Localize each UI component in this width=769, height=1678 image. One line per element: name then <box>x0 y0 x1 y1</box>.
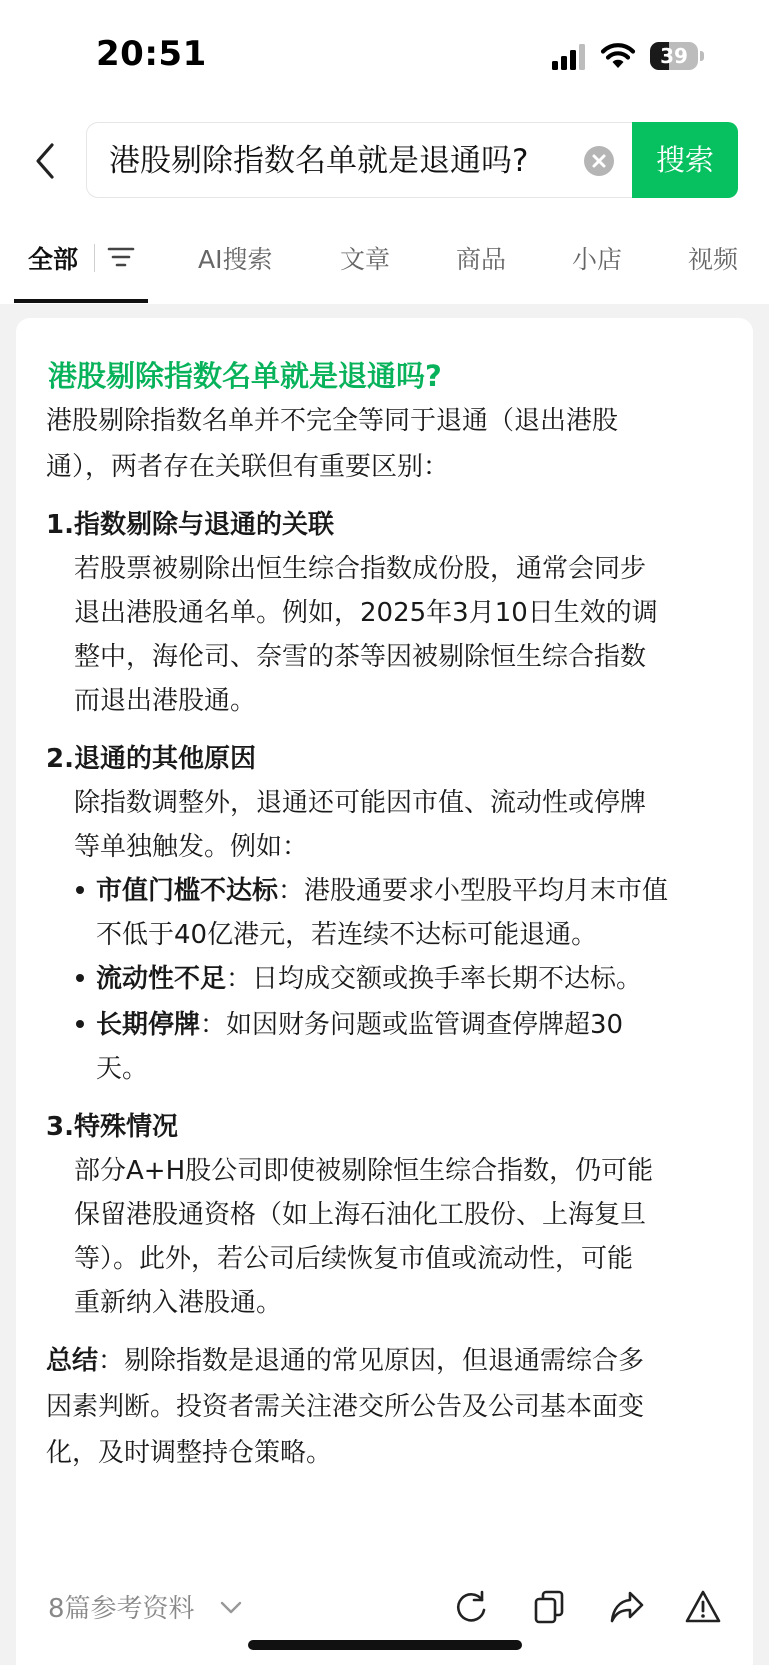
references-row <box>16 224 753 324</box>
bullet-line <box>96 956 642 1002</box>
bullet-line <box>96 868 668 914</box>
ai-answer-card <box>16 318 753 1678</box>
section-number: 1. <box>46 510 74 540</box>
search-bar-row <box>0 122 769 200</box>
section-line: 保留港股通资格（如上海石油化工股份、上海复旦 <box>74 1200 647 1230</box>
search-button[interactable]: 搜索 <box>632 122 738 198</box>
section-line: 退出港股通名单。例如，2025年3月10日生效的调 <box>74 598 658 628</box>
section-line: 部分A+H股公司即使被剔除恒生综合指数，仍可能 <box>74 1156 654 1186</box>
summary-label: 总结 <box>46 1346 99 1376</box>
intro-line: 通），两者存在关联但有重要区别： <box>46 452 450 482</box>
summary-line <box>46 1338 644 1384</box>
section-line: 等）。此外，若公司后续恢复市值或流动性，可能 <box>74 1244 634 1274</box>
intro-line: 港股剔除指数名单并不完全等同于退通（退出港股 <box>46 406 619 436</box>
tab-shops[interactable]: 小店 <box>572 245 623 274</box>
clear-icon[interactable] <box>583 145 615 177</box>
home-indicator[interactable] <box>248 1640 522 1650</box>
section-number: 2. <box>46 744 74 774</box>
section-line: 而退出港股通。 <box>74 686 257 716</box>
section-line: 等单独触发。例如： <box>74 832 309 862</box>
chevron-left-icon <box>32 141 58 181</box>
tab-all[interactable]: 全部 <box>28 245 79 274</box>
status-bar <box>0 0 769 110</box>
chevron-down-icon[interactable] <box>218 1594 244 1620</box>
references-toggle[interactable]: 8篇参考资料 <box>48 1594 195 1624</box>
summary-text: ：剔除指数是退通的常见原因，但退通需综合多 <box>98 1346 645 1376</box>
bullet-dot <box>76 886 84 894</box>
answer-title: 港股剔除指数名单就是退通吗? <box>48 359 442 393</box>
section-line: 整中，海伦司、奈雪的茶等因被剔除恒生综合指数 <box>74 642 647 672</box>
bullet-label: 长期停牌 <box>96 1010 201 1040</box>
warning-icon[interactable] <box>684 1588 722 1626</box>
bullet-line: 不低于40亿港元，若连续不达标可能退通。 <box>96 920 598 950</box>
section-heading: 指数剔除与退通的关联 <box>74 510 335 540</box>
bullet-text: ：如因财务问题或监管调查停牌超30 <box>200 1010 624 1040</box>
bullet-line: 天。 <box>96 1054 149 1084</box>
wifi-icon <box>600 41 636 69</box>
section-line: 若股票被剔除出恒生综合指数成份股，通常会同步 <box>74 554 647 584</box>
summary-line: 化，及时调整持仓策略。 <box>46 1438 333 1468</box>
section-number: 3. <box>46 1112 74 1142</box>
copy-icon[interactable] <box>530 1588 568 1626</box>
tab-videos[interactable]: 视频 <box>688 245 739 274</box>
bullet-text: ：日均成交额或换手率长期不达标。 <box>226 964 643 994</box>
refresh-icon[interactable] <box>452 1588 490 1626</box>
section-line: 重新纳入港股通。 <box>74 1288 283 1318</box>
bullet-label: 流动性不足 <box>96 964 227 994</box>
search-query-text: 港股剔除指数名单就是退通吗? <box>109 143 529 179</box>
bullet-dot <box>76 1020 84 1028</box>
status-time: 20:51 <box>96 34 207 74</box>
tab-articles[interactable]: 文章 <box>340 245 391 274</box>
section-heading: 退通的其他原因 <box>74 744 257 774</box>
cellular-signal-icon <box>552 44 588 70</box>
summary-line: 因素判断。投资者需关注港交所公告及公司基本面变 <box>46 1392 645 1422</box>
battery-icon <box>650 42 704 70</box>
back-button[interactable] <box>20 134 70 188</box>
bullet-text: ：港股通要求小型股平均月末市值 <box>278 876 669 906</box>
section-heading: 特殊情况 <box>74 1112 179 1142</box>
section-line: 除指数调整外，退通还可能因市值、流动性或停牌 <box>74 788 647 818</box>
battery-level: 39 <box>660 44 688 68</box>
tab-products[interactable]: 商品 <box>456 245 507 274</box>
tab-ai-search[interactable]: AI搜索 <box>198 245 273 274</box>
share-icon[interactable] <box>608 1588 646 1626</box>
bullet-label: 市值门槛不达标 <box>96 876 279 906</box>
bullet-line <box>96 1002 623 1048</box>
search-input[interactable] <box>86 122 634 198</box>
bullet-dot <box>76 974 84 982</box>
